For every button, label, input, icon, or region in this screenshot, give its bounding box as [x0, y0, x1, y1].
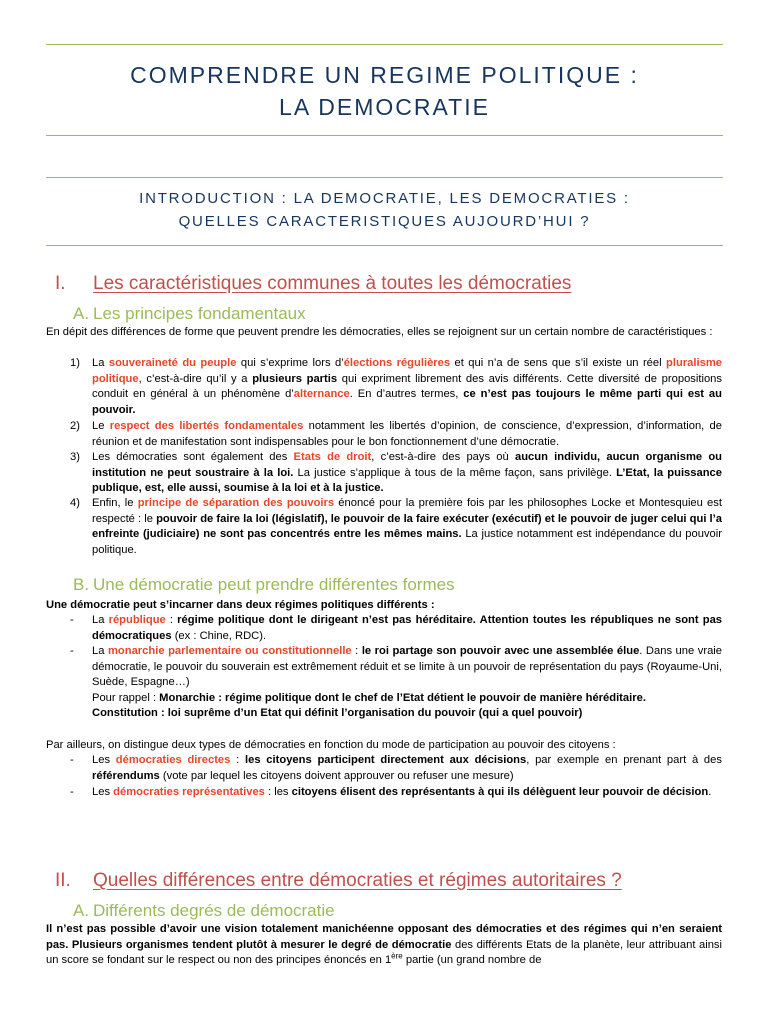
part2-title: Quelles différences entre démocraties et régimes autoritaires ? [93, 870, 622, 891]
list-item-body [92, 496, 722, 558]
bold-text: ce n’est pas toujours le même parti qui est au pouvoir. [92, 388, 722, 416]
key-term: démocraties représentatives [113, 786, 265, 798]
bold-text: L’Etat, la puissance publique, est, elle aussi, soumise à la loi et à la justice. [92, 466, 722, 494]
part2-sectionA-paragraph [46, 922, 722, 969]
text: Le [92, 420, 110, 432]
text: La [92, 645, 108, 657]
part1-sectionB-paragraph: Par ailleurs, on distingue deux types de démocraties en fonction du mode de participation au pouvoir des citoyens : [46, 739, 616, 751]
list-item-body [92, 450, 722, 497]
list-item-body [92, 753, 722, 784]
part1-sectionA-number: A. [73, 304, 90, 323]
text: La [92, 357, 109, 369]
part1-sectionB-title: Une démocratie peut prendre différentes formes [93, 575, 455, 594]
text: : les [264, 786, 292, 798]
text: , c’est-à-dire des pays où [371, 451, 515, 463]
part1-sectionA-intro: En dépit des différences de forme que peuvent prendre les démocraties, elles se rejoignent sur un certain nombre de caractéristiques : [46, 326, 713, 338]
key-term: pluralisme politique [92, 357, 722, 385]
key-term: monarchie parlementaire ou constitutionnelle [107, 645, 352, 657]
text: La justice s’applique à tous de la même façon, sans privilège. [293, 466, 617, 479]
text: Les [92, 786, 114, 798]
text: , c’est-à-dire qu’il y a [138, 372, 253, 385]
key-term: démocraties directes [115, 754, 231, 766]
intro-top-rule [46, 177, 723, 178]
bold-text: régime politique dont le dirigeant n’est pas héréditaire. Attention toutes les républiques ne sont pas démocratiques [92, 614, 723, 642]
part1-number: I. [55, 273, 66, 294]
part1-sectionB-heading [73, 574, 455, 596]
top-rule [46, 44, 723, 45]
text: La [92, 614, 109, 626]
bold-text: Une démocratie peut s’incarner dans deux régimes politiques différents : [46, 599, 435, 611]
page-title-line-2: LA DEMOCRATIE [279, 94, 490, 120]
list-marker: 2) [70, 420, 80, 432]
intro-heading [46, 187, 723, 233]
key-term: principe de séparation des pouvoirs [137, 497, 335, 509]
list-marker: - [70, 614, 74, 626]
text: qui s’exprime lors d’ [236, 357, 344, 369]
text: : [165, 614, 178, 626]
bold-text: Monarchie : régime politique dont le chef de l’Etat détient le pouvoir de manière héréditaire. [159, 691, 646, 704]
text: . En d’autres termes, [349, 388, 464, 400]
list-marker: 1) [70, 357, 80, 369]
part1-sectionB-intro [46, 598, 722, 614]
part1-heading [55, 272, 571, 296]
text: et qui n’a de sens que s’il existe un réel [450, 357, 667, 369]
part2-heading [55, 869, 622, 893]
text: (vote par lequel les citoyens doivent approuver ou refuser une mesure) [159, 769, 514, 782]
text: qui expriment librement des avis différents. Cette diversité de propositions conduit en général à un phénomène d’ [92, 372, 722, 400]
text: (ex : Chine, RDC). [171, 629, 267, 642]
list-item-body [92, 613, 722, 644]
part1-sectionA-heading [73, 303, 306, 325]
part2-number: II. [55, 870, 71, 891]
bold-text: le roi partage son pouvoir avec une assemblée élue [361, 645, 640, 657]
list-marker: 3) [70, 451, 80, 463]
key-term: alternance [293, 388, 350, 400]
text: La justice notamment est indépendance du pouvoir politique. [92, 528, 722, 556]
part1-sectionA-title: Les principes fondamentaux [93, 304, 306, 323]
key-term: respect des libertés fondamentales [109, 420, 304, 432]
list-item-body [92, 419, 722, 450]
key-term: élections régulières [343, 357, 451, 369]
page-title-line-1: COMPRENDRE UN REGIME POLITIQUE : [130, 62, 639, 88]
intro-heading-line-2: QUELLES CARACTERISTIQUES AUJOURD’HUI ? [178, 213, 591, 230]
text: Les démocraties sont également des [92, 451, 294, 463]
text: Les [92, 754, 116, 766]
page-title [46, 59, 723, 123]
bold-text: référendums [92, 769, 160, 782]
list-marker: - [70, 754, 74, 766]
title-bottom-rule [46, 135, 723, 136]
key-term: souveraineté du peuple [108, 357, 237, 369]
text: : [230, 754, 245, 766]
bold-text: aucun individu, aucun organisme ou institution ne peut soustraire à la loi. [92, 451, 723, 479]
text: . [708, 786, 712, 798]
text: Enfin, le [92, 497, 138, 509]
list-marker: - [70, 786, 74, 798]
list-marker: 4) [70, 497, 80, 509]
bold-text: pouvoir de faire la loi (législatif), le pouvoir de la faire exécuter (exécutif) et le pouvoir de juger celui qui l’a enfreinte (judiciaire) ne sont pas concentrés entre les mêmes mains. [92, 512, 722, 540]
text: Pour rappel : [92, 691, 160, 704]
bold-text: plusieurs partis [252, 372, 338, 385]
text: . Dans une vraie démocratie, le pouvoir du souverain est extrêmement réduit et se limite à un pouvoir de représentation du pays (Royaume-Uni, Suède, Espagne…) [92, 645, 722, 688]
part2-sectionA-title: Différents degrés de démocratie [93, 901, 335, 920]
list-item-body [92, 644, 722, 722]
text: : [351, 645, 362, 657]
text: partie (un grand nombre de [402, 954, 542, 966]
text: énoncé pour la première fois par les philosophes Locke et Montesquieu est respecté : le [92, 497, 722, 525]
key-term: république [108, 614, 166, 626]
text: des différents Etats de la planète, leur attribuant ainsi un score se fondant sur le respect ou non des principes énoncés en 1 [46, 938, 723, 966]
key-term: Etats de droit [293, 451, 372, 463]
part2-sectionA-number: A. [73, 901, 90, 920]
intro-bottom-rule [46, 245, 723, 246]
list-item-body [92, 785, 722, 801]
part1-sectionB-number: B. [73, 575, 90, 594]
part2-sectionA-heading [73, 900, 335, 922]
bold-text: les citoyens participent directement aux décisions [245, 754, 527, 766]
list-marker: - [70, 645, 74, 657]
list-item-body [92, 356, 722, 418]
text: notamment les libertés d’opinion, de conscience, d’expression, d’information, de réunion et de manifestation sont indispensables pour le bon fonctionnement d’une démocratie. [92, 420, 722, 448]
superscript: ère [391, 951, 403, 961]
text: , par exemple en prenant part à des [526, 754, 722, 766]
bold-text: citoyens élisent des représentants à qui ils délèguent leur pouvoir de décision [291, 786, 709, 798]
intro-heading-line-1: INTRODUCTION : LA DEMOCRATIE, LES DEMOCRATIES : [139, 190, 630, 207]
bold-text: Constitution : loi suprême d’un Etat qui définit l’organisation du pouvoir (qui a quel pouvoir) [92, 707, 583, 719]
part1-title: Les caractéristiques communes à toutes les démocraties [93, 273, 572, 294]
bold-text: Il n’est pas possible d’avoir une vision totalement manichéenne opposant des démocraties et des régimes qui n’en seraient pas. Plusieurs organismes tendent plutôt à mesurer le degré de démocratie [46, 923, 722, 951]
